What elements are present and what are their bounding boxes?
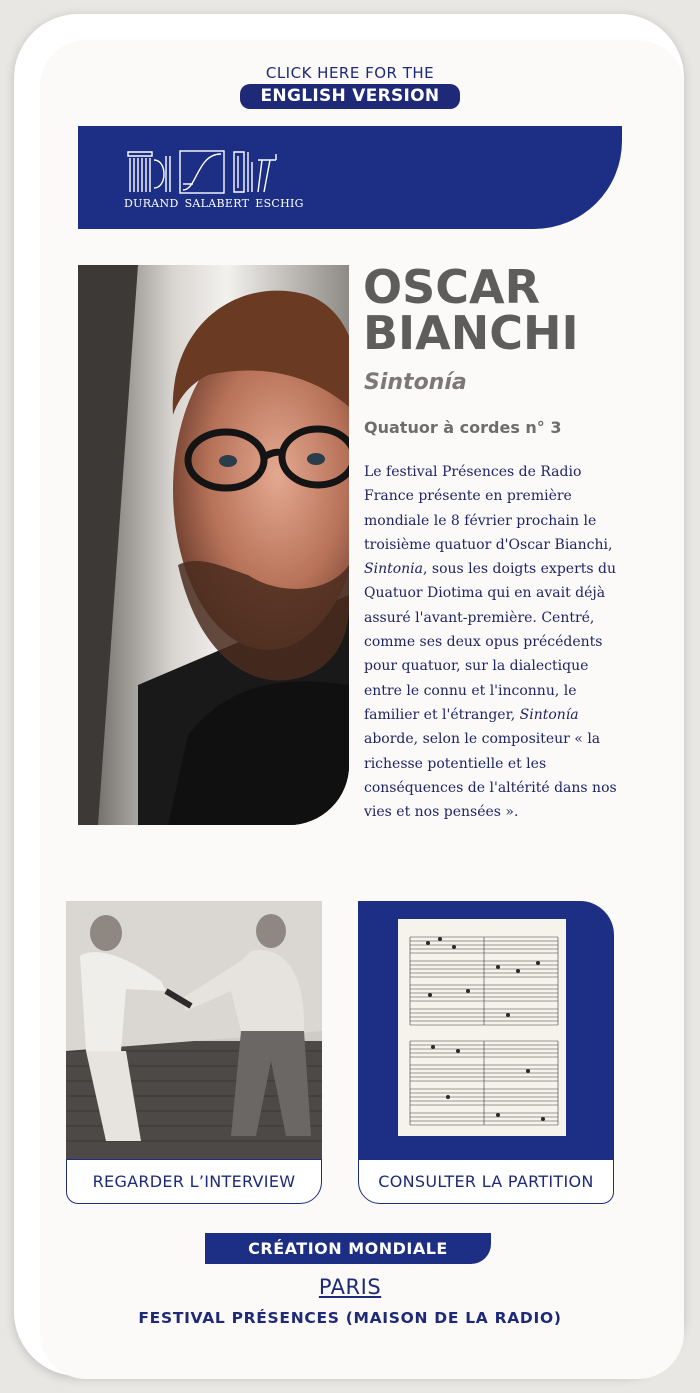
- work-description: [364, 460, 626, 824]
- description-work-italic-2: Sintonía: [519, 706, 579, 723]
- description-part-3: aborde, selon le compositeur « la richesse potentielle et les conséquences de l'altérité dans nos vies et nos pensées ».: [364, 731, 617, 821]
- score-card[interactable]: [358, 901, 614, 1204]
- interview-photo[interactable]: [66, 901, 322, 1160]
- work-title: Sintonía: [364, 370, 467, 395]
- publisher-eschig: ESCHIG: [255, 197, 304, 210]
- world-premiere-badge: CRÉATION MONDIALE: [205, 1233, 491, 1264]
- description-part-2: , sous les doigts experts du Quatuor Diotima qui en avait déjà assuré l'avant-première. Centré, comme ses deux opus précédents pour quatuor, sur la dialectique entre le connu et l'inconnu, le familier et l'étranger,: [364, 561, 616, 723]
- composer-last-name: BIANCHI: [363, 306, 579, 360]
- publisher-salabert: SALABERT: [184, 197, 250, 210]
- venue-text: FESTIVAL PRÉSENCES (MAISON DE LA RADIO): [138, 1309, 562, 1327]
- work-subtitle: Quatuor à cordes n° 3: [364, 418, 562, 437]
- city-link[interactable]: PARIS: [318, 1275, 382, 1299]
- eschig-logo-icon: [232, 150, 278, 194]
- durand-logo-icon: [126, 150, 172, 194]
- composer-first-name: OSCAR: [363, 260, 541, 314]
- score-preview[interactable]: [358, 901, 614, 1160]
- publisher-durand: DURAND: [124, 197, 179, 210]
- description-work-italic-1: Sintonia: [364, 561, 423, 578]
- view-score-button[interactable]: CONSULTER LA PARTITION: [358, 1159, 614, 1204]
- english-version-prompt: CLICK HERE FOR THE: [265, 64, 435, 82]
- salabert-logo-icon: [179, 150, 225, 194]
- portrait-image: [78, 265, 349, 825]
- english-version-button[interactable]: ENGLISH VERSION: [240, 84, 460, 109]
- watch-interview-button[interactable]: REGARDER L’INTERVIEW: [66, 1159, 322, 1204]
- score-image: [358, 901, 614, 1160]
- interview-card[interactable]: [66, 901, 322, 1204]
- publisher-labels: [124, 197, 304, 210]
- interview-image: [66, 901, 322, 1160]
- publisher-logos: [126, 150, 278, 194]
- description-part-1: Le festival Présences de Radio France présente en première mondiale le 8 février prochain le troisième quatuor d'Oscar Bianchi,: [364, 464, 613, 553]
- composer-portrait: [78, 265, 349, 825]
- publisher-banner: [78, 126, 622, 229]
